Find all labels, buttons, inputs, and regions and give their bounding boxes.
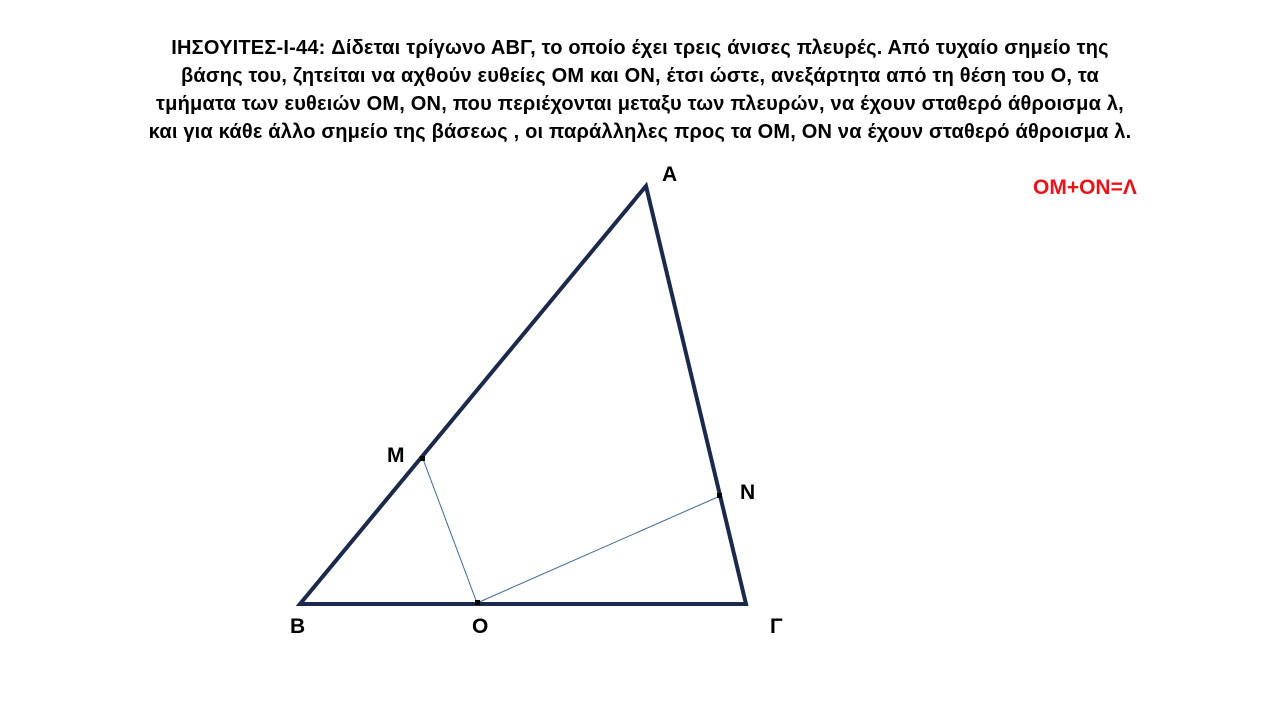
label-point-m: Μ [387,444,405,467]
label-vertex-a: Α [662,163,678,186]
problem-line-4: και για κάθε άλλο σημείο της βάσεως , οι παράλληλες προς τα ΟΜ, ΟΝ να έχουν σταθερό άθροισμα λ. [148,121,1132,143]
label-point-n: Ν [740,481,756,504]
point-o-marker [475,600,480,605]
triangle-abg [300,186,746,604]
label-vertex-b: Β [290,615,306,638]
formula-om-on-lambda: ΟΜ+ΟΝ=Λ [1033,176,1137,199]
label-point-o: Ο [472,615,489,638]
problem-line-1: ΙΗΣΟΥΙΤΕΣ-I-44: Δίδεται τρίγωνο ΑΒΓ, το οποίο έχει τρεις άνισες πλευρές. Από τυχαίο σημείο της [171,37,1109,59]
segment-om [423,459,477,603]
segment-on [477,496,720,603]
point-n-marker [717,493,722,498]
label-vertex-g: Γ [770,615,783,638]
problem-line-2: βάσης του, ζητείται να αχθούν ευθείες ΟΜ και ΟΝ, έτσι ώστε, ανεξάρτητα από τη θέση του Ο, τα [181,65,1099,87]
point-m-marker [420,456,425,461]
problem-line-3: τμήματα των ευθειών ΟΜ, ΟΝ, που περιέχονται μεταξυ των πλευρών, να έχουν σταθερό άθροισμα λ, [156,93,1124,115]
